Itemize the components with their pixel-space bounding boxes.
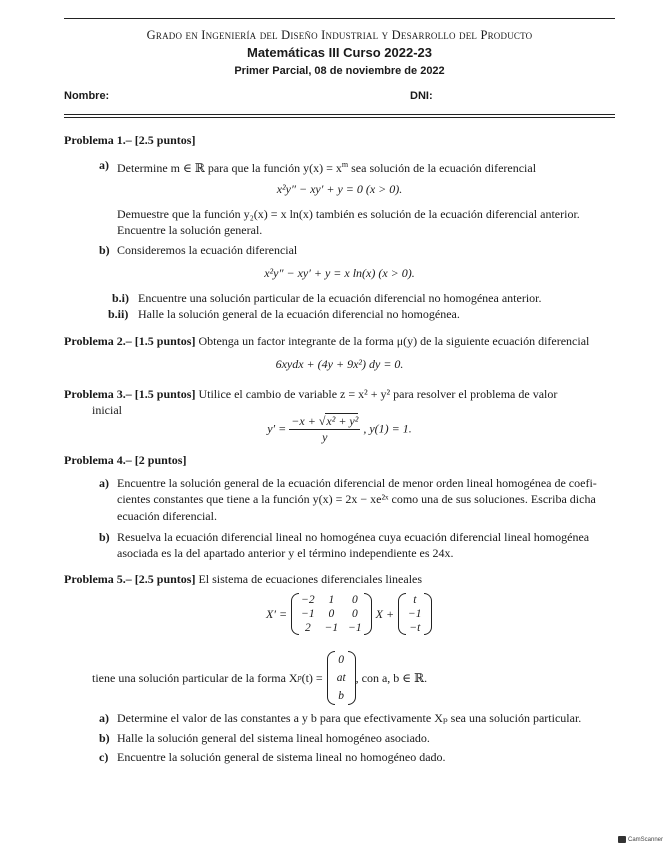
p5-a-text: Determine el valor de las constantes a y b para que efectivamente Xₚ sea una solución particular. xyxy=(117,711,582,725)
p1-bii-text: Halle la solución general de la ecuación diferencial no homogénea. xyxy=(138,307,460,321)
p5-vector: t −1 −t xyxy=(398,593,432,635)
p1-b-label: b) xyxy=(99,243,110,257)
p3-equation: y′ = $\frac{\text{−x + √x² + y²}}{y}$ , y(1) = 1. xyxy=(267,414,412,444)
p5-c-label: c) xyxy=(99,750,109,764)
p5-b-text: Halle la solución general del sistema lineal homogéneo asociado. xyxy=(117,731,430,745)
p1-b-equation: x²y″ − xy′ + y = x ln(x) (x > 0). xyxy=(264,266,415,280)
p5-system: X′ = −2 1 0 −1 0 0 2 −1 −1 X + t −1 −t xyxy=(266,593,432,635)
top-rule xyxy=(64,18,615,19)
p4-a-text: Encuentre la solución general de la ecuación diferencial de menor orden lineal homogénea de coefi- xyxy=(117,476,597,490)
p2-equation: 6xydx + (4y + 9x²) dy = 0. xyxy=(275,357,404,371)
p4-b-label: b) xyxy=(99,530,110,544)
course-title: Matemáticas III Curso 2022-23 xyxy=(247,45,432,60)
camscanner-icon xyxy=(618,836,626,843)
p1-a-label: a) xyxy=(99,158,109,172)
p4-a-text3: ecuación diferencial. xyxy=(117,509,217,523)
header-rule-1 xyxy=(64,114,615,115)
p3-statement: Problema 3.– [1.5 puntos] Utilice el cambio de variable z = x² + y² para resolver el problema de valor xyxy=(64,387,558,401)
camscanner-watermark: CamScanner xyxy=(618,836,663,843)
p1-a-text4: Encuentre la solución general. xyxy=(117,223,263,237)
p1-a-equation: x²y″ − xy′ + y = 0 (x > 0). xyxy=(276,182,403,196)
exam-title: Primer Parcial, 08 de noviembre de 2022 xyxy=(234,65,445,77)
p5-particular: tiene una solución particular de la forma X p (t) = 0 at b , con a, b ∈ ℝ. xyxy=(92,651,427,705)
p1-b-text: Consideremos la ecuación diferencial xyxy=(117,243,298,257)
degree-title: Grado en Ingeniería del Diseño Industrial y Desarrollo del Producto xyxy=(146,28,533,42)
p1-a-text3: Demuestre que la función y₂(x) = x ln(x) también es solución de la ecuación diferencial anterior. xyxy=(117,207,580,221)
p1-bi-text: Encuentre una solución particular de la ecuación diferencial no homogénea anterior. xyxy=(138,291,542,305)
id-label: DNI: xyxy=(410,90,433,102)
p1-bii-label: b.ii) xyxy=(108,307,129,321)
p5-particular-vector: 0 at b xyxy=(327,651,356,705)
p4-b-text: Resuelva la ecuación diferencial lineal no homogénea cuya ecuación diferencial lineal homogénea xyxy=(117,530,590,544)
p3-text2: inicial xyxy=(92,403,122,417)
p5-c-text: Encuentre la solución general de sistema lineal no homogéneo dado. xyxy=(117,750,446,764)
header-rule-2 xyxy=(64,117,615,118)
p2-statement: Problema 2.– [1.5 puntos] Obtenga un factor integrante de la forma μ(y) de la siguiente ecuación diferencial xyxy=(64,334,590,348)
p4-title: Problema 4.– [2 puntos] xyxy=(64,453,187,467)
p5-matrix: −2 1 0 −1 0 0 2 −1 −1 xyxy=(291,593,372,635)
p4-a-text2: cientes constantes que tiene a la función y(x) = 2x − xe²ˣ como una de sus soluciones. Escriba dicha xyxy=(117,492,596,506)
name-label: Nombre: xyxy=(64,90,110,102)
p4-a-label: a) xyxy=(99,476,109,490)
p1-bi-label: b.i) xyxy=(112,291,130,305)
p5-statement: Problema 5.– [2.5 puntos] El sistema de ecuaciones diferenciales lineales xyxy=(64,572,423,586)
p5-b-label: b) xyxy=(99,731,110,745)
p1-title: Problema 1.– [2.5 puntos] xyxy=(64,133,196,147)
p4-b-text2: asociada es la del apartado anterior y el término independiente es 24x. xyxy=(117,546,454,560)
p1-a-text: Determine m ∈ ℝ para que la función $y(x) = x^m$ sea solución de la ecuación diferencial xyxy=(117,160,537,175)
p5-a-label: a) xyxy=(99,711,109,725)
